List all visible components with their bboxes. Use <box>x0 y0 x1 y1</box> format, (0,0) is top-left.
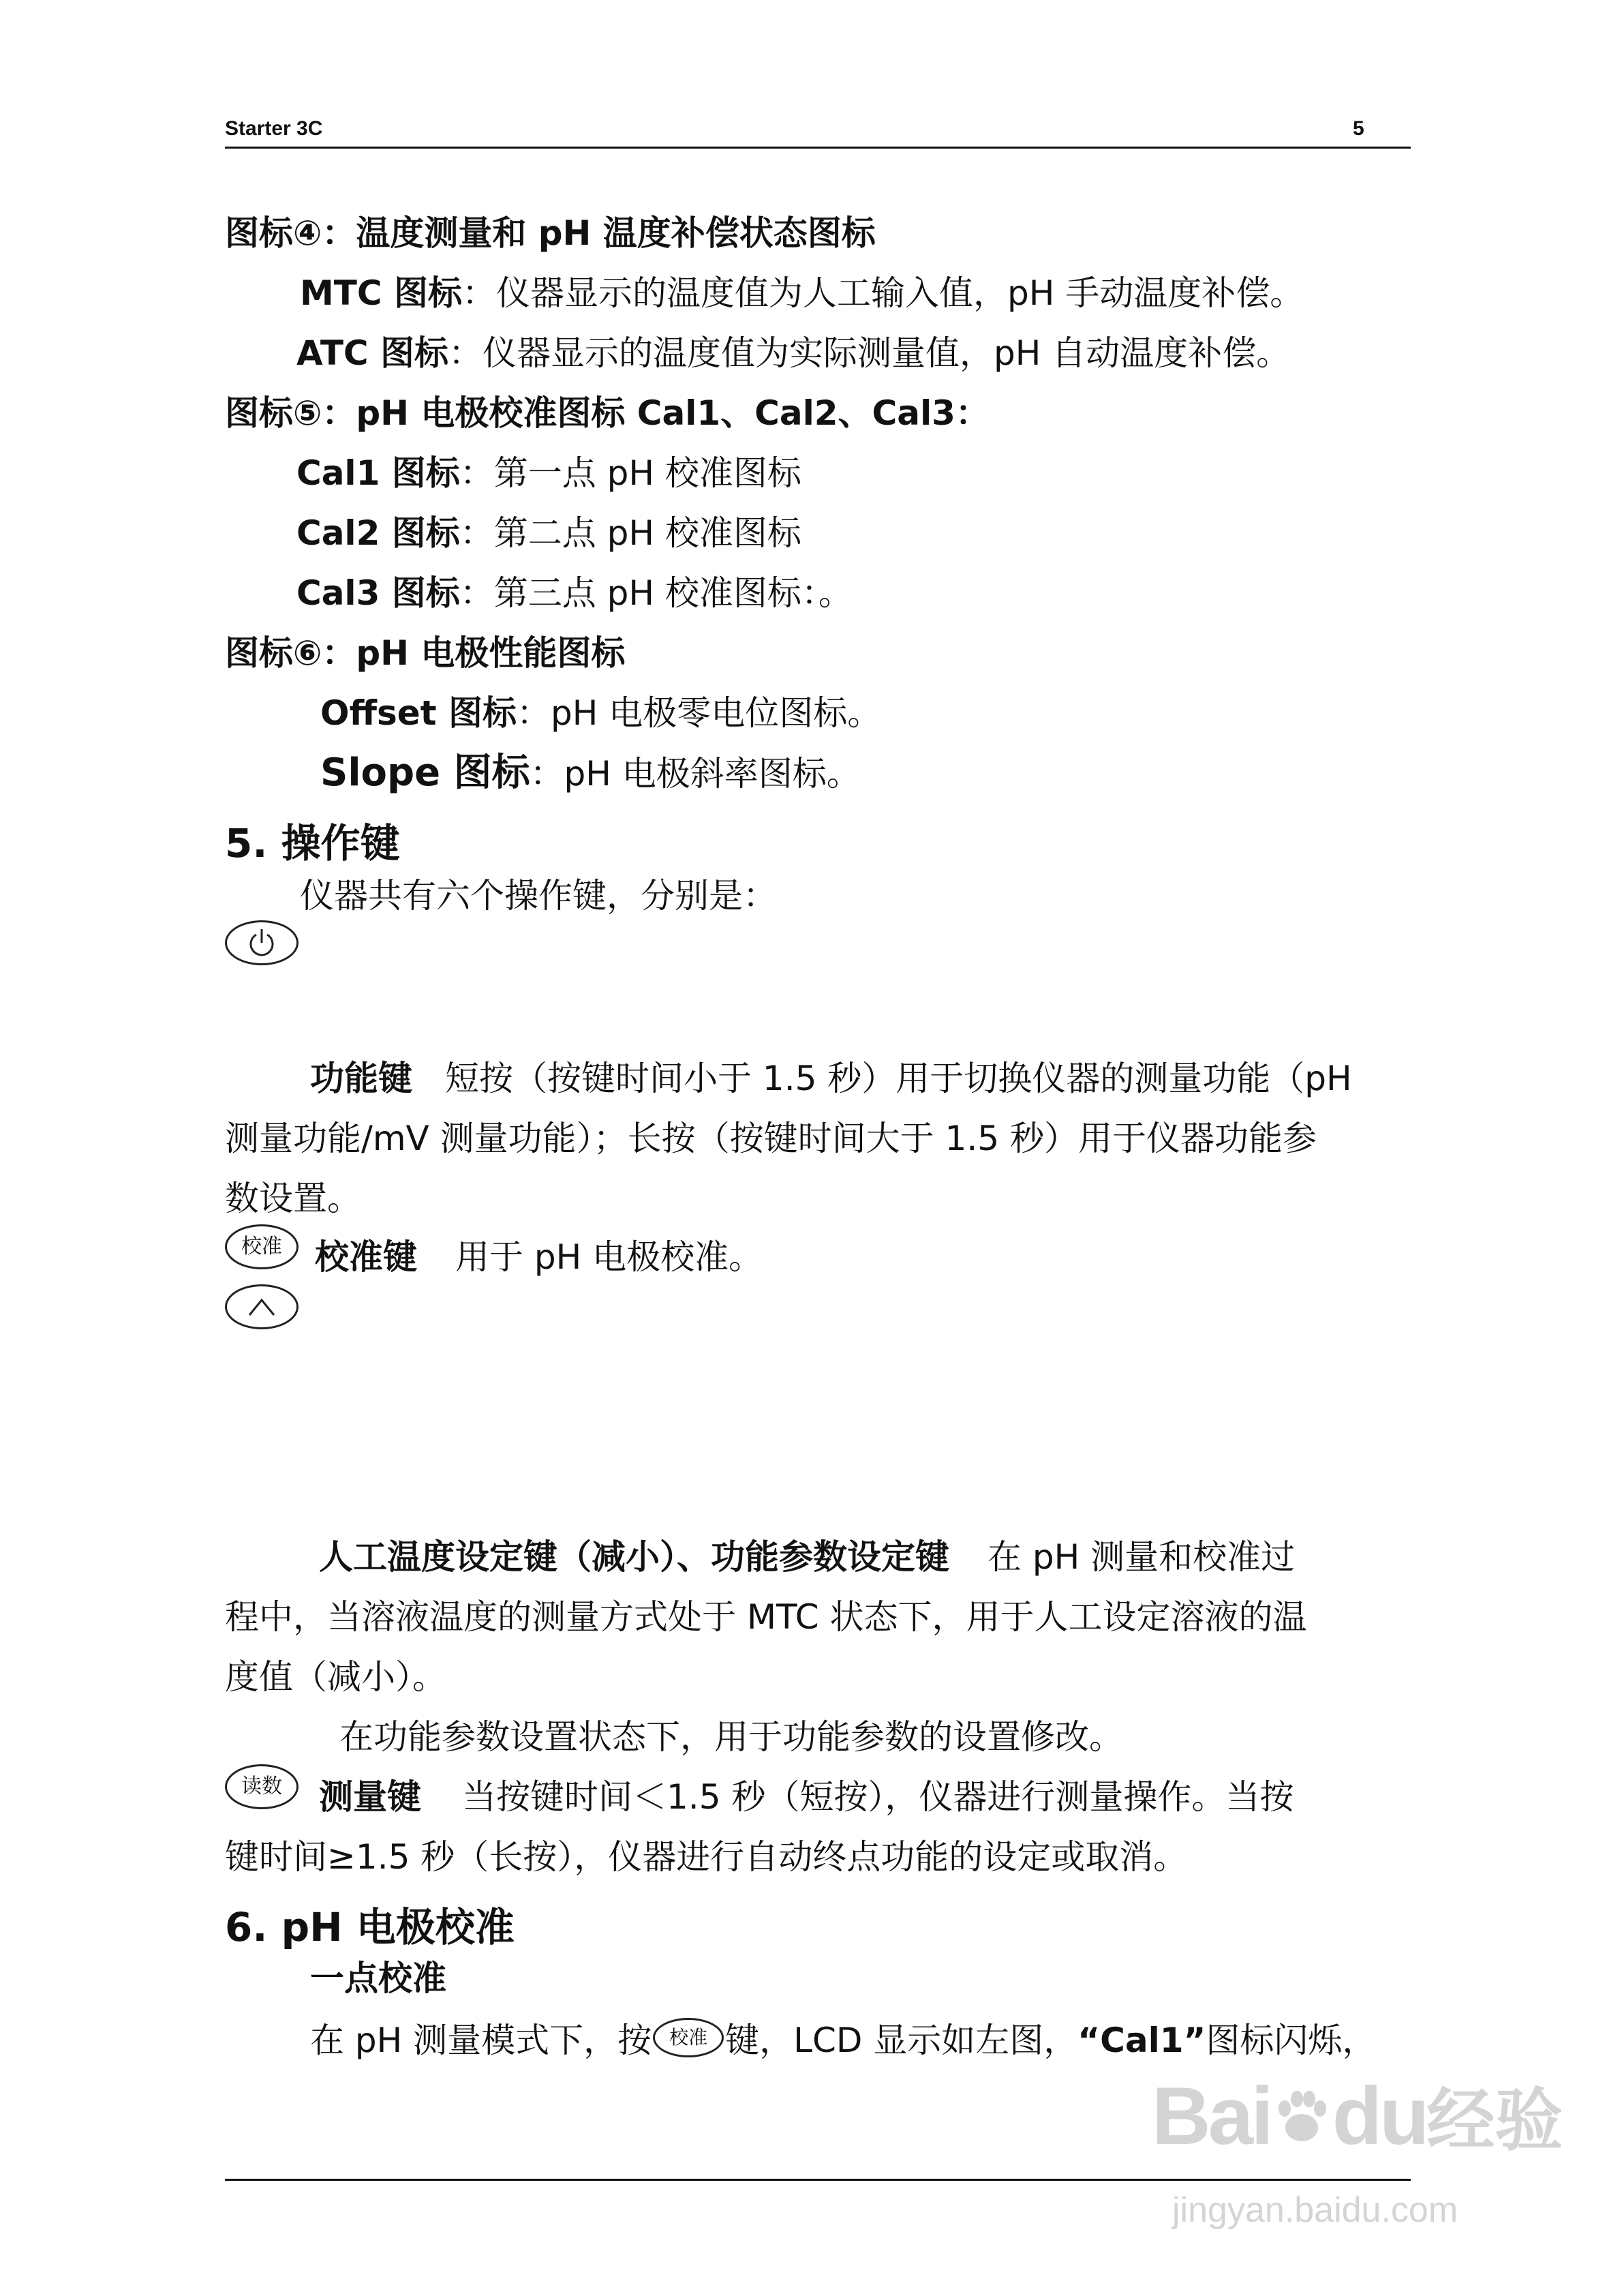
mtc-line <box>300 273 1304 314</box>
section5-intro: 仪器共有六个操作键，分别是： <box>300 876 777 916</box>
manual-temp-line1: 人工温度设定键（减小）、功能参数设定键 在 pH 测量和校准过 <box>319 1537 1296 1577</box>
atc-line <box>296 333 1290 374</box>
cal-key-inline-icon <box>653 2018 724 2057</box>
cal-key-text: 用于 pH 电极校准。 <box>455 1237 763 1277</box>
section6-line: 在 pH 测量模式下，按 校准 键，LCD 显示如左图，“Cal1”图标闪烁， <box>310 2018 1376 2061</box>
watermark-brand: Bai du经验 <box>1152 2070 1563 2162</box>
chevron-up-icon <box>245 1296 278 1318</box>
read-key-line1: 测量键 当按键时间＜1.5 秒（短按），仪器进行测量操作。当按 <box>319 1777 1294 1817</box>
cal-key-line <box>315 1237 763 1278</box>
read-key-icon <box>225 1764 299 1809</box>
function-key-term: 功能键 <box>310 1059 412 1098</box>
read-key-label: 读数 <box>241 1774 282 1798</box>
cal-key-label: 校准 <box>241 1235 282 1258</box>
cal1-text: ：第一点 pH 校准图标 <box>459 453 801 493</box>
section6-subheading: 一点校准 <box>310 1959 446 1998</box>
manual-temp-line2: 程中，当溶液温度的测量方式处于 MTC 状态下，用于人工设定溶液的温 <box>225 1597 1307 1637</box>
cal2-text: ：第二点 pH 校准图标 <box>459 513 801 553</box>
manual-temp-line3: 度值（减小）。 <box>225 1657 446 1697</box>
cal-key-inline-label: 校准 <box>669 2026 708 2049</box>
manual-temp-term: 人工温度设定键（减小）、功能参数设定键 <box>319 1537 949 1577</box>
read-key-line2: 键时间≥1.5 秒（长按），仪器进行自动终点功能的设定或取消。 <box>225 1837 1188 1877</box>
function-key-line2: 测量功能/mV 测量功能）；长按（按键时间大于 1.5 秒）用于仪器功能参 <box>225 1119 1317 1158</box>
section6-heading: 6. pH 电极校准 <box>225 1904 515 1950</box>
atc-term: ATC 图标 <box>296 333 449 373</box>
icon4-heading: 图标④：温度测量和 pH 温度补偿状态图标 <box>225 213 876 253</box>
icon6-heading: 图标⑥：pH 电极性能图标 <box>225 633 626 673</box>
cal-key-term: 校准键 <box>315 1237 417 1277</box>
slope-term: Slope 图标 <box>320 751 530 795</box>
cal1-line <box>296 453 801 494</box>
offset-text: ：pH 电极零电位图标。 <box>517 693 882 733</box>
cal1-term: Cal1 图标 <box>296 453 460 493</box>
mtc-term: MTC 图标 <box>300 273 462 313</box>
manual-temp-line4: 在功能参数设置状态下，用于功能参数的设置修改。 <box>339 1717 1123 1757</box>
atc-text: ：仪器显示的温度值为实际测量值，pH 自动温度补偿。 <box>448 333 1291 373</box>
watermark-url: jingyan.baidu.com <box>1172 2190 1458 2230</box>
read-key-term: 测量键 <box>319 1777 421 1817</box>
page-number: 5 <box>1353 117 1364 140</box>
power-key-icon <box>225 920 299 965</box>
cal2-term: Cal2 图标 <box>296 513 460 553</box>
slope-text: ：pH 电极斜率图标。 <box>530 754 861 794</box>
function-key-line3: 数设置。 <box>225 1179 361 1218</box>
offset-line <box>320 693 881 734</box>
power-icon <box>245 926 278 959</box>
cal-key-icon <box>225 1224 299 1269</box>
function-key-line1: 功能键 短按（按键时间小于 1.5 秒）用于切换仪器的测量功能（pH <box>310 1059 1352 1098</box>
icon5-heading: 图标⑤：pH 电极校准图标 Cal1、Cal2、Cal3： <box>225 393 990 433</box>
section5-heading: 5. 操作键 <box>225 820 400 866</box>
cal1-quoted: “Cal1” <box>1077 2021 1206 2060</box>
cal3-term: Cal3 图标 <box>296 573 460 613</box>
slope-line <box>320 753 861 794</box>
cal3-line <box>296 573 853 614</box>
paw-icon <box>1271 2073 1332 2134</box>
offset-term: Offset 图标 <box>320 693 517 733</box>
running-header: Starter 3C <box>225 117 323 140</box>
up-key-icon <box>225 1284 299 1329</box>
cal2-line <box>296 513 801 554</box>
header-rule <box>225 147 1411 149</box>
mtc-text: ：仪器显示的温度值为人工输入值，pH 手动温度补偿。 <box>461 273 1304 313</box>
cal3-text: ：第三点 pH 校准图标：。 <box>459 573 853 613</box>
footer-rule <box>225 2179 1411 2181</box>
